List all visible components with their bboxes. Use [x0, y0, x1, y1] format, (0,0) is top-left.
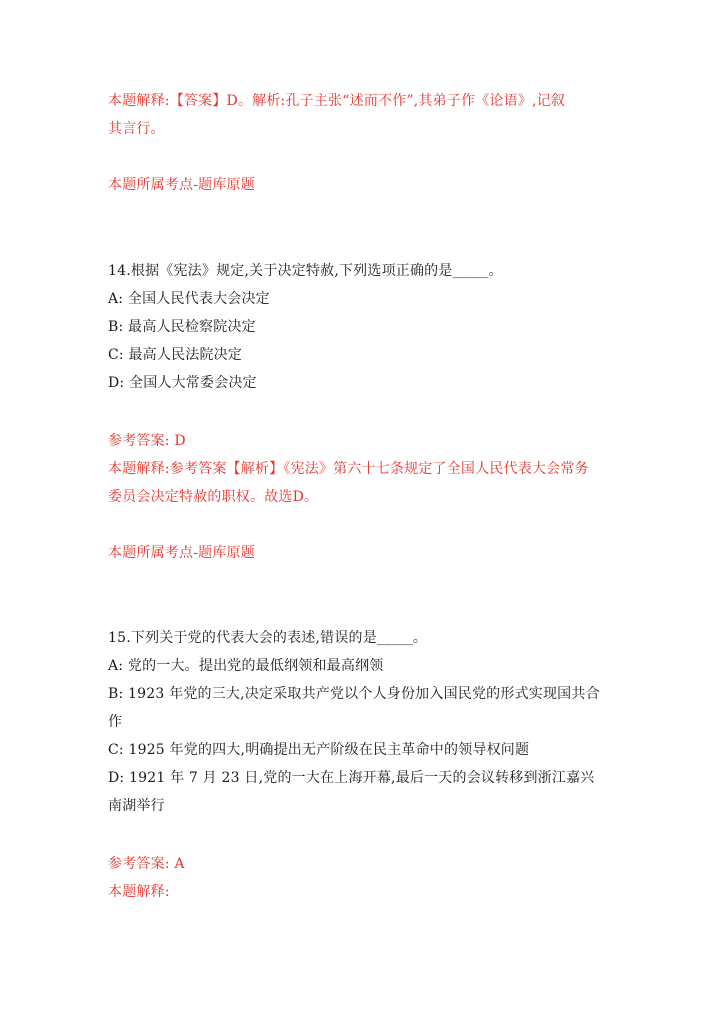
question-15-option-b-line-2: 作 [108, 714, 123, 730]
answer-15: 参考答案: A [108, 856, 185, 872]
question-15-option-c: C: 1925 年党的四大,明确提出无产阶级在民主革命中的领导权问题 [108, 742, 530, 758]
explanation-14-line-1: 本题解释:参考答案【解析】《宪法》第六十七条规定了全国人民代表大会常务 [108, 461, 589, 477]
question-14: 14.根据《宪法》规定,关于决定特赦,下列选项正确的是_____。 [108, 263, 503, 279]
explanation-14-line-2: 委员会决定特赦的职权。故选D。 [108, 489, 319, 505]
question-15-option-a: A: 党的一大。提出党的最低纲领和最高纲领 [108, 658, 384, 674]
explanation-13-line-2: 其言行。 [108, 121, 165, 137]
question-14-option-a: A: 全国人民代表大会决定 [108, 291, 270, 307]
explanation-15: 本题解释: [108, 884, 170, 900]
explanation-13-line-1: 本题解释:【答案】D。解析:孔子主张“述而不作”,其弟子作《论语》,记叙 [108, 93, 566, 109]
question-15: 15.下列关于党的代表大会的表述,错误的是_____。 [108, 630, 428, 646]
question-15-option-d-line-2: 南湖举行 [108, 798, 165, 814]
answer-14: 参考答案: D [108, 433, 186, 449]
question-15-option-b-line-1: B: 1923 年党的三大,决定采取共产党以个人身份加入国民党的形式实现国共合 [108, 686, 600, 702]
source-13: 本题所属考点-题库原题 [108, 177, 255, 193]
question-14-option-c: C: 最高人民法院决定 [108, 347, 243, 363]
question-14-option-b: B: 最高人民检察院决定 [108, 319, 256, 335]
question-15-option-d-line-1: D: 1921 年 7 月 23 日,党的一大在上海开幕,最后一天的会议转移到浙江嘉兴 [108, 770, 595, 786]
question-14-option-d: D: 全国人大常委会决定 [108, 375, 257, 391]
source-14: 本题所属考点-题库原题 [108, 545, 255, 561]
